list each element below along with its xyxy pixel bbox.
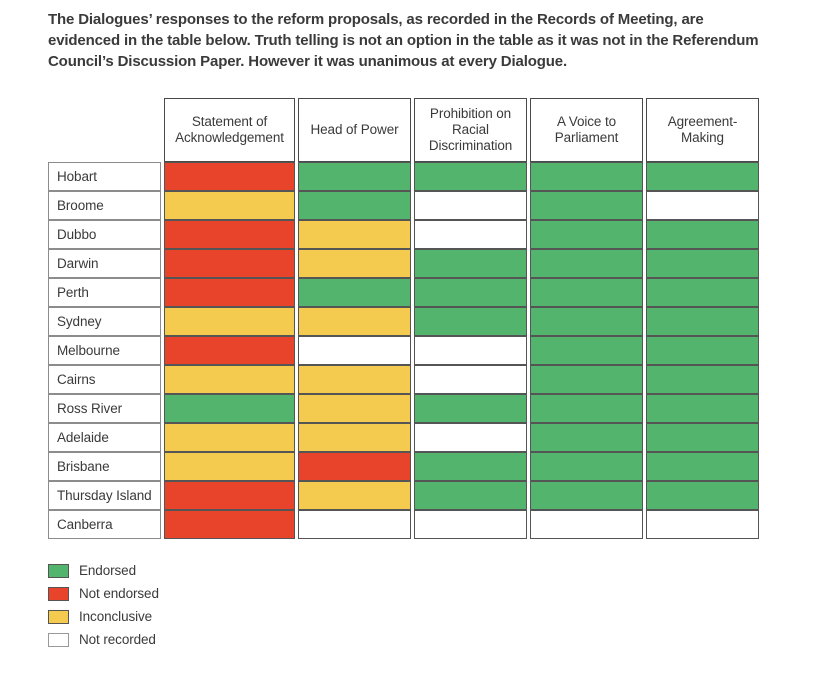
row-label: Adelaide: [48, 423, 161, 452]
table-cell-not-recorded: [414, 220, 527, 249]
table-cell-inconclusive: [164, 191, 295, 220]
table-cell-endorsed: [530, 220, 643, 249]
table-cell-endorsed: [414, 481, 527, 510]
table-cell-endorsed: [530, 278, 643, 307]
row-label: Melbourne: [48, 336, 161, 365]
legend-swatch-icon: [48, 633, 69, 647]
table-cell-endorsed: [646, 220, 759, 249]
table-cell-endorsed: [646, 365, 759, 394]
table-cell-not-recorded: [530, 510, 643, 539]
table-cell-endorsed: [414, 452, 527, 481]
column-header: Prohibition on Racial Discrimination: [414, 98, 527, 162]
table-cell-endorsed: [646, 307, 759, 336]
row-label: Broome: [48, 191, 161, 220]
legend-item-not-recorded: [48, 629, 828, 650]
row-label: Brisbane: [48, 452, 161, 481]
table-cell-endorsed: [530, 336, 643, 365]
table-row: [48, 220, 759, 249]
table-row: [48, 249, 759, 278]
table-cell-endorsed: [530, 423, 643, 452]
table-cell-not-recorded: [298, 336, 411, 365]
table-cell-not-endorsed: [164, 336, 295, 365]
legend-label: Inconclusive: [79, 609, 153, 624]
table-row: [48, 394, 759, 423]
table-cell-endorsed: [298, 162, 411, 191]
column-header: Head of Power: [298, 98, 411, 162]
table-row: [48, 278, 759, 307]
table-row: [48, 336, 759, 365]
table-cell-not-endorsed: [164, 220, 295, 249]
row-label: Dubbo: [48, 220, 161, 249]
table-cell-not-recorded: [414, 365, 527, 394]
legend-label: Not recorded: [79, 632, 156, 647]
table-row: [48, 452, 759, 481]
table-cell-endorsed: [414, 307, 527, 336]
table-cell-endorsed: [646, 162, 759, 191]
table-cell-not-recorded: [646, 191, 759, 220]
table-row: [48, 191, 759, 220]
row-label: Cairns: [48, 365, 161, 394]
table-cell-inconclusive: [164, 365, 295, 394]
table-cell-inconclusive: [164, 307, 295, 336]
row-label: Thursday Island: [48, 481, 161, 510]
column-header: Agreement-Making: [646, 98, 759, 162]
table-cell-endorsed: [530, 481, 643, 510]
row-label: Sydney: [48, 307, 161, 336]
table-cell-endorsed: [414, 249, 527, 278]
table-cell-not-recorded: [414, 336, 527, 365]
legend-label: Endorsed: [79, 563, 136, 578]
legend-item-not-endorsed: [48, 583, 828, 604]
table-cell-endorsed: [530, 394, 643, 423]
row-label: Ross River: [48, 394, 161, 423]
table-cell-not-recorded: [646, 510, 759, 539]
row-label: Hobart: [48, 162, 161, 191]
legend-swatch-icon: [48, 587, 69, 601]
table-cell-endorsed: [530, 365, 643, 394]
legend-item-endorsed: [48, 560, 828, 581]
table-cell-endorsed: [414, 162, 527, 191]
intro-paragraph: The Dialogues’ responses to the reform proposals, as recorded in the Records of Meeting, are evidenced in the table below. Truth telling is not an option in the table as it was not in the Referendum Council’s Discussion Paper. However it was unanimous at every Dialogue.: [48, 11, 759, 70]
column-header: A Voice to Parliament: [530, 98, 643, 162]
legend-swatch-icon: [48, 610, 69, 624]
table-row: [48, 423, 759, 452]
table-cell-inconclusive: [164, 423, 295, 452]
table-cell-endorsed: [646, 481, 759, 510]
table-cell-endorsed: [530, 307, 643, 336]
table-body: [48, 162, 759, 539]
table-cell-endorsed: [530, 249, 643, 278]
table-cell-endorsed: [646, 452, 759, 481]
table-cell-endorsed: [646, 394, 759, 423]
table-cell-endorsed: [298, 278, 411, 307]
table-cell-inconclusive: [298, 307, 411, 336]
legend-swatch-icon: [48, 564, 69, 578]
row-label: Perth: [48, 278, 161, 307]
header-row: [48, 98, 759, 162]
table-cell-endorsed: [646, 249, 759, 278]
table-row: [48, 162, 759, 191]
table-cell-not-endorsed: [164, 278, 295, 307]
row-label: Darwin: [48, 249, 161, 278]
table-cell-endorsed: [414, 278, 527, 307]
table-cell-inconclusive: [298, 481, 411, 510]
table-cell-endorsed: [298, 191, 411, 220]
table-cell-endorsed: [530, 162, 643, 191]
table-cell-not-endorsed: [164, 249, 295, 278]
table-cell-endorsed: [646, 278, 759, 307]
table-cell-endorsed: [530, 452, 643, 481]
table-cell-not-recorded: [414, 191, 527, 220]
legend-item-inconclusive: [48, 606, 828, 627]
corner-cell: [48, 98, 161, 162]
table-row: [48, 365, 759, 394]
table-cell-inconclusive: [298, 249, 411, 278]
table-row: [48, 510, 759, 539]
column-header: Statement of Acknowledgement: [164, 98, 295, 162]
table-cell-inconclusive: [298, 394, 411, 423]
legend-label: Not endorsed: [79, 586, 159, 601]
table-cell-inconclusive: [298, 423, 411, 452]
dialogues-table: [45, 98, 762, 539]
table-cell-not-recorded: [414, 423, 527, 452]
table-cell-endorsed: [646, 423, 759, 452]
table-cell-inconclusive: [164, 452, 295, 481]
table-cell-endorsed: [530, 191, 643, 220]
table-cell-not-recorded: [298, 510, 411, 539]
table-cell-not-endorsed: [164, 481, 295, 510]
table-cell-not-recorded: [414, 510, 527, 539]
table-cell-endorsed: [646, 336, 759, 365]
table-cell-inconclusive: [298, 220, 411, 249]
table-cell-endorsed: [164, 394, 295, 423]
table-cell-inconclusive: [298, 365, 411, 394]
row-label: Canberra: [48, 510, 161, 539]
table-row: [48, 307, 759, 336]
table-cell-not-endorsed: [164, 162, 295, 191]
table-cell-endorsed: [414, 394, 527, 423]
table-row: [48, 481, 759, 510]
table-cell-not-endorsed: [164, 510, 295, 539]
legend: [48, 560, 828, 650]
table-cell-not-endorsed: [298, 452, 411, 481]
